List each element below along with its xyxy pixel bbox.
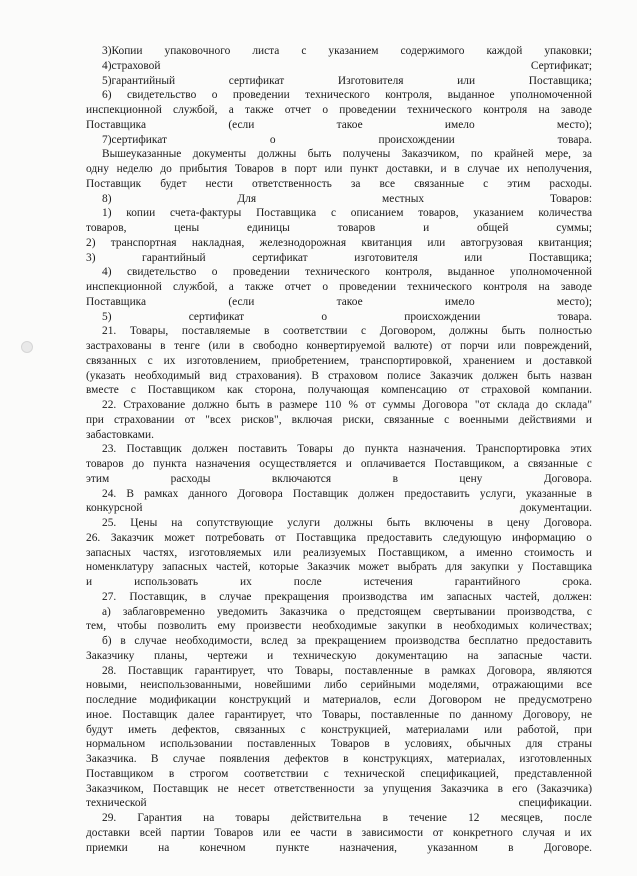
- document-line: новыми, неиспользованными, новейшими либо серийными моделями, отражающими все: [86, 679, 592, 692]
- document-line: (указать необходимый вид страхования). В страховом полисе Заказчик должен быть назван: [86, 369, 592, 382]
- document-line: 3)Копии упаковочного листа с указанием содержимого каждой упаковки;: [102, 45, 592, 57]
- document-line: приемки на конечном пункте назначения, указанном в Договоре.: [86, 841, 592, 854]
- document-line: 5) сертификат о происхождении товара.: [102, 310, 592, 323]
- document-line: 5)гарантийный сертификат Изготовителя или Поставщика;: [102, 74, 592, 87]
- document-line: а) заблаговременно уведомить Заказчика о предстоящем свертывании производства, с: [102, 605, 592, 618]
- document-line: доставки всей партии Товаров или ее части в зависимости от конкретного случая и их: [86, 826, 592, 839]
- document-line: 26. Заказчик может потребовать от Поставщика предоставить следующую информацию о: [86, 531, 592, 544]
- document-line: последние модификации конструкций и материалов, если Договором не предусмотрено: [86, 694, 592, 706]
- document-line: Поставщика (если такое имело место);: [86, 118, 592, 131]
- document-line: б) в случае необходимости, вслед за прекращением производства бесплатно предоставить: [102, 635, 592, 647]
- document-line: товаров до пункта назначения осуществляется и оплачивается Поставщиком, а связанные с: [86, 458, 592, 470]
- contract-text-body: [86, 44, 592, 855]
- document-line: одну неделю до прибытия Товаров в порт или пункт доставки, и в случае их неполучения,: [86, 163, 592, 175]
- document-line: 22. Страхование должно быть в размере 110 % от суммы Договора "от склада до склада": [102, 399, 592, 411]
- document-line: 24. В рамках данного Договора Поставщик должен предоставить услуги, указанные в: [102, 487, 592, 500]
- document-line: будут иметь дефектов, связанных с конструкцией, материалами или работой, при: [86, 723, 592, 736]
- document-line: 28. Поставщик гарантирует, что Товары, поставленные в рамках Договора, являются: [102, 664, 592, 677]
- document-line: 4)страховой Сертификат;: [102, 59, 592, 72]
- document-line: 2) транспортная накладная, железнодорожная квитанция или автогрузовая квитанция;: [86, 236, 592, 249]
- document-line: 25. Цены на сопутствующие услуги должны быть включены в цену Договора.: [102, 517, 592, 529]
- document-line: при страховании от "всех рисков", включая риски, связанные с военными действиями и: [86, 413, 592, 426]
- document-line: Поставщиком в строгом соответствии с технической спецификацией, представленной: [86, 767, 592, 780]
- document-line: Вышеуказанные документы должны быть получены Заказчиком, по крайней мере, за: [102, 148, 592, 161]
- document-line: тем, чтобы позволить ему произвести необходимые закупки в необходимых количествах;: [86, 620, 592, 633]
- document-line: 27. Поставщик, в случае прекращения производства им запасных частей, должен:: [102, 590, 592, 603]
- document-line: запасных частях, изготовляемых или реализуемых Поставщиком, а именно стоимость и: [86, 546, 592, 559]
- document-line: 29. Гарантия на товары действительна в течение 12 месяцев, после: [102, 812, 592, 824]
- document-line: товаров, цены единицы товаров и общей суммы;: [86, 222, 592, 234]
- document-line: нормальном использовании поставленных Товаров в условиях, обычных для страны: [86, 738, 592, 751]
- document-line: 8) Для местных Товаров:: [102, 192, 592, 205]
- document-line: 21. Товары, поставляемые в соответствии с Договором, должны быть полностью: [102, 325, 592, 338]
- document-line: Заказчика. В случае появления дефектов в конструкциях, материалах, изготовленных: [86, 753, 592, 765]
- document-line: инспекционной службой, а также отчет о проведении технического контроля на заводе: [86, 104, 592, 116]
- document-line: вместе с Поставщиком как сторона, получающая компенсацию от страховой компании.: [86, 384, 592, 397]
- document-line: 4) свидетельство о проведении технического контроля, выданное уполномоченной: [102, 266, 592, 279]
- document-line: конкурсной документации.: [86, 502, 592, 515]
- document-line: Заказчиком, Поставщик не несет ответственности за упущения Заказчика в его (Заказчика): [86, 782, 592, 795]
- document-line: 23. Поставщик должен поставить Товары до пункта назначения. Транспортировка этих: [102, 443, 592, 456]
- document-line: 7)сертификат о происхождении товара.: [102, 133, 592, 146]
- document-line: 1) копии счета-фактуры Поставщика с описанием товаров, указанием количества: [102, 207, 592, 220]
- document-line: Заказчику планы, чертежи и техническую документацию на запасные части.: [86, 649, 592, 662]
- document-line: этим расходы включаются в цену Договора.: [86, 472, 592, 485]
- document-line: технической спецификации.: [86, 797, 592, 810]
- punch-hole: [21, 341, 33, 353]
- document-line: инспекционной службой, а также отчет о проведении технического контроля на заводе: [86, 281, 592, 293]
- document-line: Поставщика (если такое имело место);: [86, 295, 592, 308]
- document-line: и использовать их после истечения гарантийного срока.: [86, 576, 592, 588]
- document-line: Поставщик будет нести ответственность за все связанные с этим расходы.: [86, 177, 592, 190]
- document-line: 3) гарантийный сертификат изготовителя или Поставщика;: [86, 251, 592, 264]
- document-line: забастовками.: [86, 428, 154, 441]
- document-line: иное. Поставщик далее гарантирует, что Товары, поставленные по данному Договору, не: [86, 708, 592, 721]
- document-line: 6) свидетельство о проведении технического контроля, выданное уполномоченной: [102, 89, 592, 102]
- document-line: застрахованы в тенге (или в свободно конвертируемой валюте) от порчи или повреждений,: [86, 340, 592, 352]
- document-line: связанных с их изготовлением, приобретением, транспортировкой, хранением и доставкой: [86, 354, 592, 367]
- document-line: номенклатуру запасных частей, которые Заказчик может выбрать для закупки у Поставщика: [86, 561, 592, 574]
